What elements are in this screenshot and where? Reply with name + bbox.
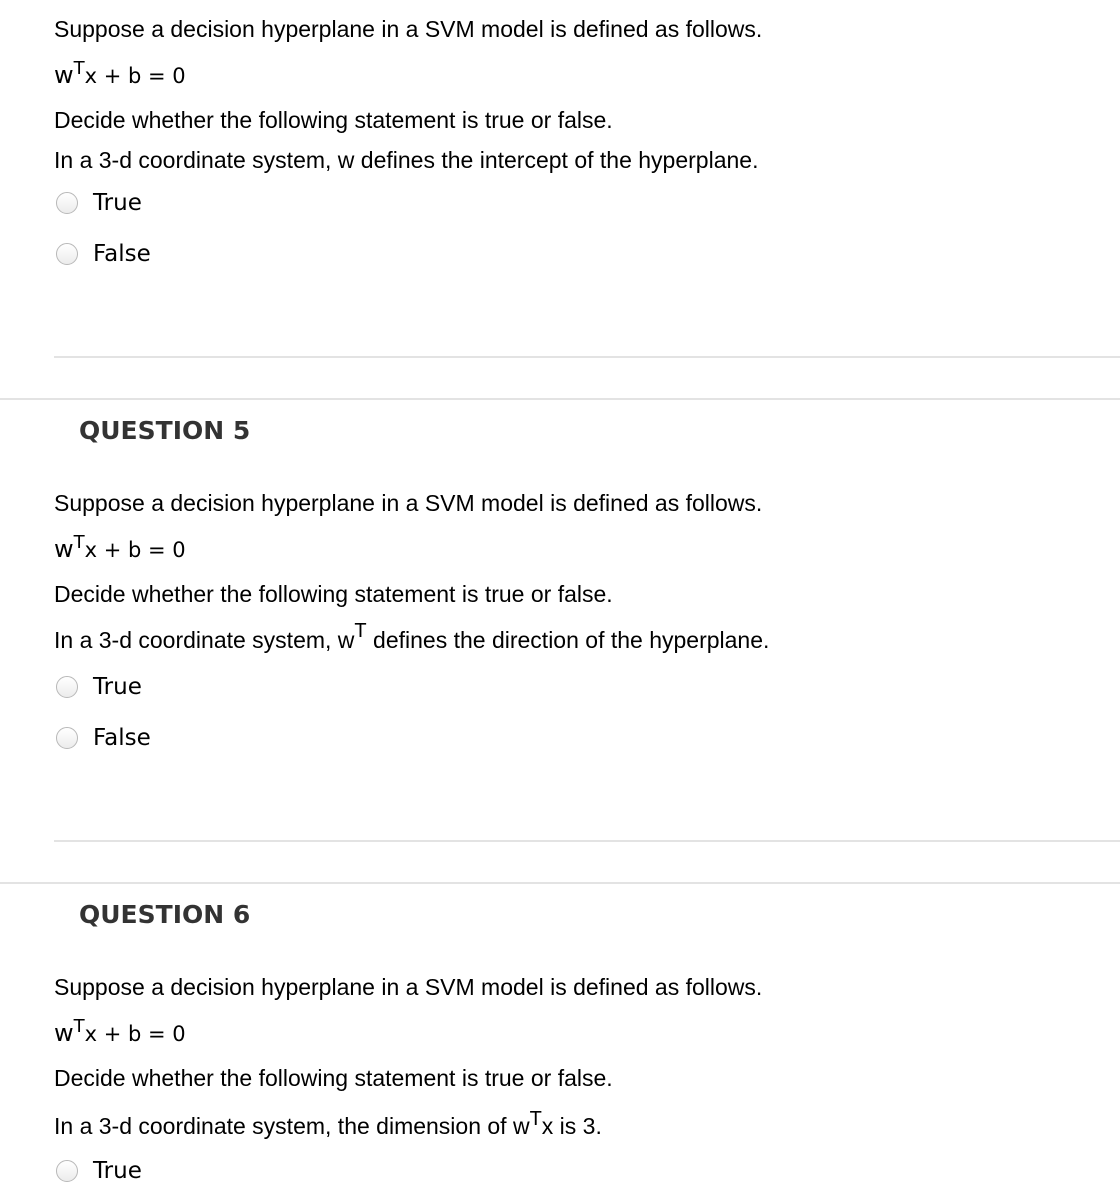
q4-intro: Suppose a decision hyperplane in a SVM model is defined as follows. (54, 16, 763, 42)
q5-heading: QUESTION 5 (79, 416, 251, 445)
q4-divider (54, 356, 1120, 358)
q5-intro: Suppose a decision hyperplane in a SVM model is defined as follows. (54, 490, 763, 516)
q4-radio-false[interactable] (56, 243, 78, 265)
q5-option-false-label[interactable]: False (93, 724, 151, 751)
q4-option-true[interactable] (56, 190, 142, 216)
q4-instruction: Decide whether the following statement is true or false. (54, 107, 613, 133)
q5-instruction: Decide whether the following statement is true or false. (54, 581, 613, 607)
q6-option-true-label[interactable]: True (93, 1157, 142, 1184)
q6-intro: Suppose a decision hyperplane in a SVM model is defined as follows. (54, 974, 763, 1000)
question-separator (0, 398, 1120, 400)
q6-instruction: Decide whether the following statement is true or false. (54, 1065, 613, 1091)
q6-radio-true[interactable] (56, 1160, 78, 1182)
q4-option-false-label[interactable]: False (93, 240, 151, 267)
question-separator (0, 882, 1120, 884)
q5-equation: $w^Tx + b = 0$ (54, 532, 186, 563)
q4-option-true-label[interactable]: True (93, 189, 142, 216)
q5-radio-false[interactable] (56, 727, 78, 749)
q5-statement: In a 3-d coordinate system, $w^T$ defines the direction of the hyperplane. (54, 620, 770, 653)
q4-option-false[interactable] (56, 241, 151, 267)
q5-option-true[interactable] (56, 674, 142, 700)
q5-option-false[interactable] (56, 725, 151, 751)
q5-option-true-label[interactable]: True (93, 673, 142, 700)
q4-statement: In a 3-d coordinate system, w defines the intercept of the hyperplane. (54, 147, 759, 173)
q5-radio-true[interactable] (56, 676, 78, 698)
q6-statement: In a 3-d coordinate system, the dimension of $w^Tx$ is 3. (54, 1108, 602, 1139)
q6-equation: $w^Tx + b = 0$ (54, 1016, 186, 1047)
q5-divider (54, 840, 1120, 842)
q6-option-true[interactable] (56, 1158, 142, 1184)
q4-equation: $w^Tx + b = 0$ (54, 58, 186, 89)
q6-heading: QUESTION 6 (79, 900, 251, 929)
q4-radio-true[interactable] (56, 192, 78, 214)
